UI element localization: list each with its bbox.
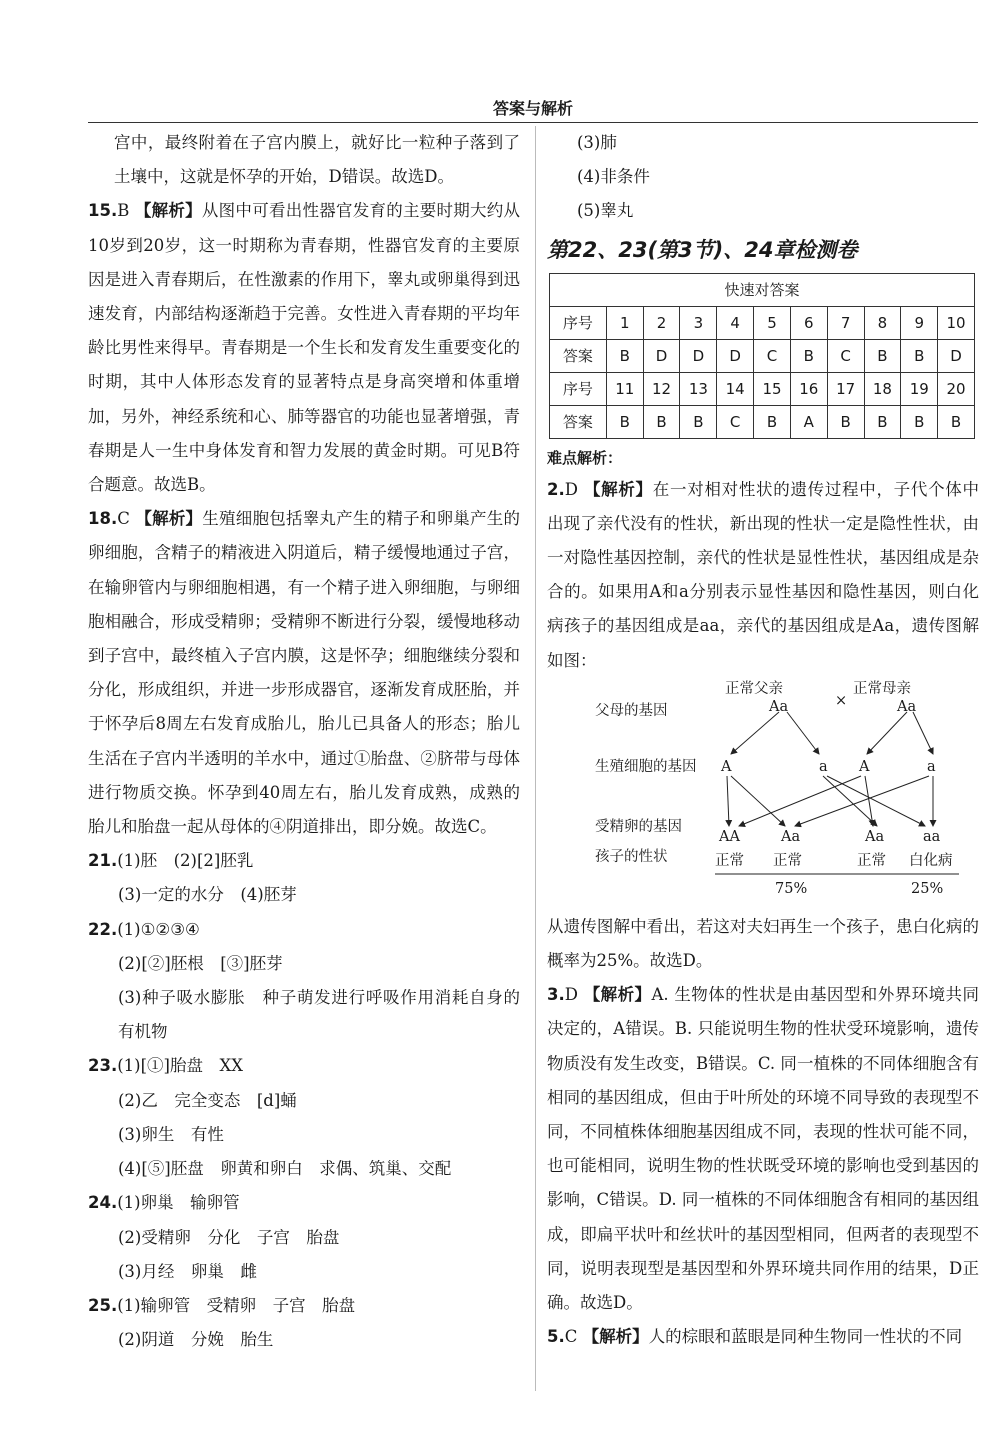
q-number: 18.: [88, 509, 118, 529]
answer-line: (4)[⑤]胚盘 卵黄和卵白 求偶、筑巢、交配: [118, 1159, 452, 1179]
row-label-zygote: 受精卵的基因: [595, 818, 682, 835]
row-label: 序号: [550, 372, 607, 405]
table-cell: 10: [938, 306, 975, 339]
trait: 白化病: [909, 852, 953, 869]
table-cell: B: [864, 405, 901, 438]
analysis-tag: 【解析】: [582, 1327, 649, 1347]
table-cell: B: [754, 405, 791, 438]
answer-15: [88, 194, 520, 502]
genetic-diagram: [547, 678, 979, 910]
q-number: 21.: [88, 851, 118, 871]
table-cell: B: [864, 339, 901, 372]
table-row: [550, 372, 975, 405]
table-caption: 快速对答案: [550, 273, 975, 306]
left-column: [88, 126, 520, 1357]
answer-line: (1)卵巢 输卵管: [117, 1193, 240, 1213]
table-cell: B: [790, 339, 827, 372]
answer-line: (5)睾丸: [577, 201, 634, 221]
table-cell: B: [643, 405, 680, 438]
zygote: aa: [923, 828, 941, 845]
table-cell: D: [643, 339, 680, 372]
row-label: 答案: [550, 339, 607, 372]
q-number: 22.: [88, 919, 118, 939]
table-cell: C: [754, 339, 791, 372]
table-cell: 7: [827, 306, 864, 339]
q-answer: C: [564, 1327, 578, 1347]
father-genotype: Aa: [769, 698, 789, 715]
answer-24: [88, 1186, 520, 1220]
table-cell: 16: [790, 372, 827, 405]
table-cell: B: [606, 339, 643, 372]
table-cell: 15: [754, 372, 791, 405]
header-title: 答案与解析: [492, 99, 573, 118]
mother-label: 正常母亲: [853, 680, 911, 697]
row-label-parents: 父母的基因: [595, 702, 668, 719]
continued-text: 宫中，最终附着在子宫内膜上，就好比一粒种子落到了土壤中，这就是怀孕的开始，D错误。故选D。: [114, 133, 520, 187]
gamete: a: [927, 758, 936, 775]
answer-line: (3)肺: [577, 133, 617, 152]
q-number: 2.: [547, 479, 565, 499]
table-cell: 12: [643, 372, 680, 405]
analysis-tag: 【解析】: [583, 479, 653, 499]
answer-2: [547, 473, 979, 678]
analysis-text: 在一对相对性状的遗传过程中，子代个体中出现了亲代没有的性状，新出现的性状一定是隐性性状，由一对隐性基因控制，亲代的性状是显性性状，基因组成是杂合的。如果用A和a分别表示显性基因和隐性基因，则白化病孩子的基因组成是aa，亲代的基因组成是Aa，遗传图解如图：: [547, 479, 980, 670]
answer-line: (2)乙 完全变态 [d]蛹: [118, 1090, 297, 1110]
answer-25: [88, 1289, 520, 1323]
answer-line: (1)①②③④: [117, 919, 200, 939]
gamete: A: [859, 758, 870, 775]
section-title: 第22、23(第3节)、24章检测卷: [547, 237, 858, 262]
analysis-text: 生殖细胞包括睾丸产生的精子和卵巢产生的卵细胞，含精子的精液进入阴道后，精子缓慢地通过子宫，在输卵管内与卵细胞相遇，有一个精子进入卵细胞，与卵细胞相融合，形成受精卵；受精卵不断进行分裂，缓慢地移动到子宫中，最终植入子宫内膜，这是怀孕；细胞继续分裂和分化，形成组织，并进一步形成器官，逐渐发育成胚胎，并于怀孕后8周左右发育成胎儿，胎儿已具备人的形态；胎儿生活在子宫内半透明的羊水中，通过①胎盘、②脐带与母体进行物质交换。怀孕到40周左右，胎儿发育成熟，成熟的胎儿和胎盘一起从母体的④阴道排出，即分娩。故选C。: [88, 509, 520, 837]
table-cell: 6: [790, 306, 827, 339]
zygote: AA: [719, 828, 740, 845]
q-number: 23.: [88, 1056, 118, 1076]
table-cell: C: [717, 405, 754, 438]
answer-23: [88, 1049, 520, 1083]
q-answer: B: [117, 201, 130, 221]
row-label: 序号: [550, 306, 607, 339]
table-cell: 2: [643, 306, 680, 339]
cross-symbol: ×: [835, 692, 848, 709]
table-cell: A: [790, 405, 827, 438]
trait: 正常: [773, 852, 802, 869]
zygote: Aa: [781, 828, 801, 845]
quick-answer-table: [549, 273, 975, 439]
table-cell: D: [680, 339, 717, 372]
table-row: [550, 339, 975, 372]
zygote: Aa: [865, 828, 885, 845]
table-cell: D: [717, 339, 754, 372]
q-number: 5.: [547, 1327, 565, 1347]
father-label: 正常父亲: [725, 680, 783, 697]
table-row: [550, 306, 975, 339]
q-answer: D: [564, 985, 578, 1005]
table-row: [550, 405, 975, 438]
table-cell: 4: [717, 306, 754, 339]
table-cell: 14: [717, 372, 754, 405]
q-number: 24.: [88, 1193, 118, 1213]
answer-line: (2)受精卵 分化 子宫 胎盘: [118, 1227, 340, 1247]
q-answer: D: [564, 479, 578, 499]
table-cell: B: [901, 339, 938, 372]
table-cell: 11: [606, 372, 643, 405]
table-cell: 18: [864, 372, 901, 405]
answer-3: [547, 978, 979, 1320]
answer-22: [88, 913, 520, 947]
analysis-tag: 【解析】: [583, 985, 652, 1005]
answer-line: (1)[①]胎盘 XX: [117, 1056, 243, 1076]
table-cell: B: [938, 405, 975, 438]
table-cell: C: [827, 339, 864, 372]
row-label: 答案: [550, 405, 607, 438]
table-cell: 9: [901, 306, 938, 339]
q-number: 25.: [88, 1295, 118, 1315]
analysis-text: A. 生物体的性状是由基因型和外界环境共同决定的，A错误。B. 只能说明生物的性状受环境影响，遗传物质没有发生改变，B错误。C. 同一植株的不同体细胞含有相同的基因组成，但由于叶所处的环境不同导致的表现型不同，不同植株体细胞基因组成不同，表现的性状可能不同，也可能相同，说明生物的性状既受环境的影响也受到基因的影响，C错误。D. 同一植株的不同体细胞含有相同的基因组成，即扁平状叶和丝状叶的基因型相同，但两者的表现型不同，说明表现型是基因型和外界环境共同作用的结果，D正确。故选D。: [547, 985, 980, 1313]
table-cell: 17: [827, 372, 864, 405]
answer-line: (1)胚 (2)[2]胚乳: [117, 851, 254, 871]
answer-18: [88, 502, 520, 844]
table-cell: 8: [864, 306, 901, 339]
table-cell: 3: [680, 306, 717, 339]
analysis-tag: 【解析】: [135, 509, 203, 529]
column-divider: [535, 126, 536, 1391]
analysis-text: 人的棕眼和蓝眼是同种生物同一性状的不同: [648, 1327, 963, 1347]
analysis-tag: 【解析】: [134, 201, 202, 221]
table-cell: B: [606, 405, 643, 438]
table-cell: 19: [901, 372, 938, 405]
q-number: 3.: [547, 985, 565, 1005]
row-label-gametes: 生殖细胞的基因: [595, 758, 697, 775]
table-cell: 13: [680, 372, 717, 405]
percentage: 25%: [911, 880, 944, 897]
answer-2-conclusion: 从遗传图解中看出，若这对夫妇再生一个孩子，患白化病的概率为25%。故选D。: [547, 916, 979, 971]
table-cell: B: [680, 405, 717, 438]
answer-line: (2)[②]胚根 [③]胚芽: [118, 953, 283, 973]
table-cell: 5: [754, 306, 791, 339]
answer-line: (3)卵生 有性: [118, 1124, 224, 1144]
answer-line: (4)非条件: [577, 167, 650, 187]
mother-genotype: Aa: [897, 698, 917, 715]
difficult-analysis-heading: 难点解析：: [547, 448, 623, 467]
trait: 正常: [857, 852, 886, 869]
right-column: [547, 126, 979, 1354]
q-answer: C: [117, 509, 130, 529]
row-label-trait: 孩子的性状: [595, 848, 668, 865]
analysis-text: 从图中可看出性器官发育的主要时期大约从10岁到20岁，这一时期称为青春期，性器官发育的主要原因是进入青春期后，在性激素的作用下，睾丸或卵巢得到迅速发育，内部结构逐渐趋于完善。女性进入青春期的平均年龄比男性来得早。青春期是一个生长和发育发生重要变化的时期，其中人体形态发育的显著特点是身高突增和体重增加，另外，神经系统和心、肺等器官的功能也显著增强，青春期是人一生中身体发育和智力发展的黄金时期。可见B符合题意。故选B。: [88, 201, 521, 495]
table-cell: 20: [938, 372, 975, 405]
answer-21: [88, 844, 520, 878]
answer-line: (3)一定的水分 (4)胚芽: [118, 885, 297, 905]
percentage: 75%: [775, 880, 808, 897]
table-cell: B: [827, 405, 864, 438]
q-number: 15.: [88, 201, 118, 221]
gamete: a: [819, 758, 828, 775]
table-cell: B: [901, 405, 938, 438]
table-cell: D: [938, 339, 975, 372]
gamete: A: [721, 758, 732, 775]
table-cell: 1: [606, 306, 643, 339]
answer-line: (2)阴道 分娩 胎生: [118, 1330, 274, 1350]
answer-5: [547, 1320, 979, 1354]
answer-line: (3)种子吸水膨胀 种子萌发进行呼吸作用消耗自身的有机物: [118, 988, 520, 1042]
page-header: [88, 96, 978, 123]
trait: 正常: [715, 852, 744, 869]
answer-line: (3)月经 卵巢 雌: [118, 1261, 257, 1281]
answer-line: (1)输卵管 受精卵 子宫 胎盘: [117, 1295, 356, 1315]
